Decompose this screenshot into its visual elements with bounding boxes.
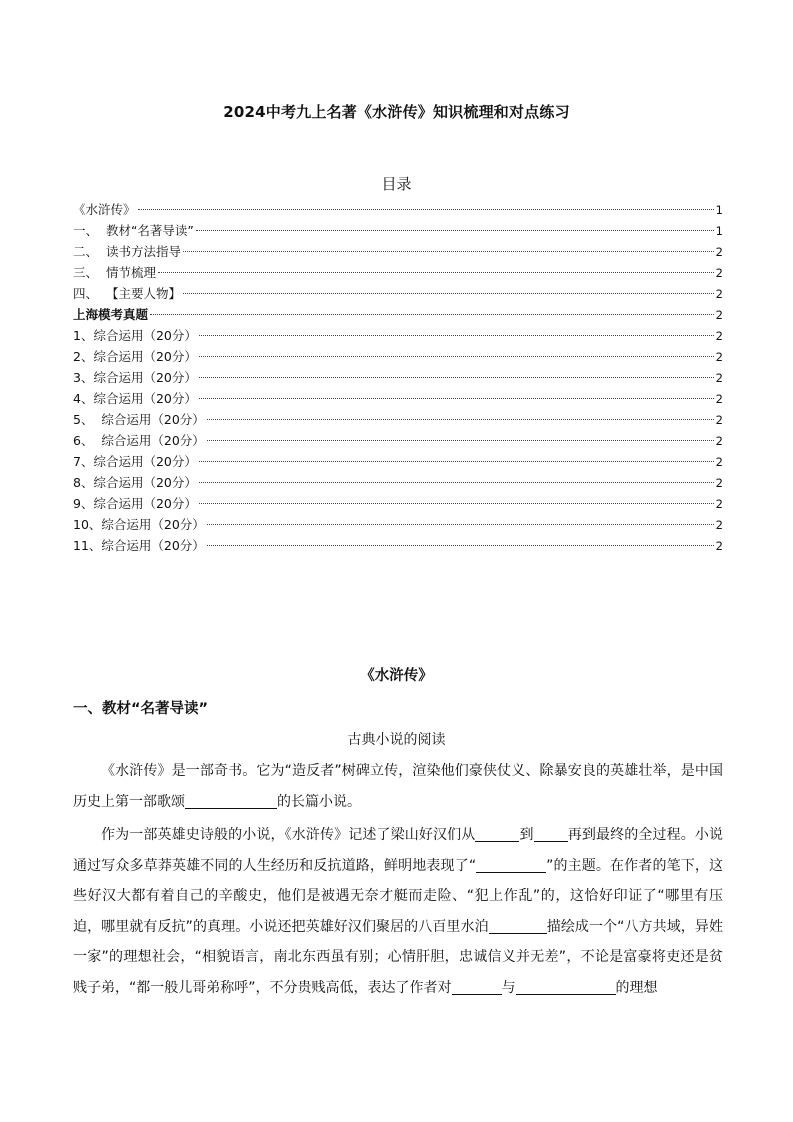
toc-entry[interactable] xyxy=(73,472,723,493)
toc-entry[interactable] xyxy=(73,493,723,514)
toc-entry-text: 三、 情节梳理 xyxy=(73,265,156,280)
dot-leader xyxy=(199,398,714,399)
toc-entry-text: 4、综合运用（20分） xyxy=(73,391,197,406)
toc-entry[interactable] xyxy=(73,262,723,283)
dot-leader xyxy=(138,209,714,210)
dot-leader xyxy=(199,377,714,378)
fill-blank[interactable] xyxy=(185,792,277,809)
toc-page-number: 1 xyxy=(715,203,723,217)
paragraph-text: ”的主题。在作者的笔下，这些好汉大都有着自己的辛酸史，他们是被遇无奈才艇而走险、“犯上作乱”的，这恰好印证了“哪里有压迫，哪里就有反抗”的真理。小说还把英雄好汉们聚居的八百里水泊 xyxy=(73,857,723,935)
section-subtitle: 古典小说的阅读 xyxy=(347,732,446,748)
toc-entry[interactable] xyxy=(73,199,723,220)
toc-page-number: 2 xyxy=(715,497,723,511)
document-title: 2024中考九上名著《水浒传》知识梳理和对点练习 xyxy=(223,103,570,121)
toc-entry[interactable] xyxy=(73,535,723,556)
toc-page-number: 2 xyxy=(715,287,723,301)
paragraph-1 xyxy=(73,756,723,817)
fill-blank[interactable] xyxy=(516,978,616,995)
toc-entry[interactable] xyxy=(73,388,723,409)
toc-page-number: 2 xyxy=(715,266,723,280)
fill-blank[interactable] xyxy=(489,917,547,934)
toc-page-number: 2 xyxy=(715,518,723,532)
toc-page-number: 2 xyxy=(715,245,723,259)
toc-entry-text: 《水浒传》 xyxy=(73,202,136,217)
toc-entry[interactable] xyxy=(73,451,723,472)
paragraph-text: 到 xyxy=(519,827,534,843)
dot-leader xyxy=(199,356,714,357)
fill-blank[interactable] xyxy=(476,856,546,873)
dot-leader xyxy=(199,461,714,462)
toc-entry[interactable] xyxy=(73,514,723,535)
toc-entry-text: 5、 综合运用（20分） xyxy=(73,412,205,427)
toc-entry-text: 2、综合运用（20分） xyxy=(73,349,197,364)
fill-blank[interactable] xyxy=(475,825,519,842)
toc-entry[interactable] xyxy=(73,283,723,304)
paragraph-text: 描绘成一个“八方共域，异姓一家”的理想社会，“相貌语言，南北东西虽有别；心情肝胆，忠诚信义并无差”，不论是富豪将吏还是贫贱子弟，“都一般儿哥弟称呼”，不分贵贱高低，表达了作者对 xyxy=(73,918,723,996)
toc-entry-text: 上海模考真题 xyxy=(73,307,149,322)
dot-leader xyxy=(150,314,714,315)
fill-blank[interactable] xyxy=(452,978,502,995)
paragraph-text: 与 xyxy=(501,979,516,996)
toc-entry[interactable] xyxy=(73,367,723,388)
toc-heading: 目录 xyxy=(381,175,412,193)
toc-entry[interactable] xyxy=(73,304,723,325)
toc-entry[interactable] xyxy=(73,241,723,262)
dot-leader xyxy=(158,272,714,273)
dot-leader xyxy=(183,251,714,252)
section-title: 《水浒传》 xyxy=(360,668,433,684)
toc-entry-text: 8、综合运用（20分） xyxy=(73,475,197,490)
paragraph-text: 再到最终的全过程。小说通过写众多草莽英雄不同的人生经历和反抗道路，鲜明地表现了“ xyxy=(73,827,723,874)
toc-entry[interactable] xyxy=(73,409,723,430)
dot-leader xyxy=(207,440,714,441)
toc-entry[interactable] xyxy=(73,220,723,241)
toc-page-number: 2 xyxy=(715,539,723,553)
toc-page-number: 2 xyxy=(715,308,723,322)
toc-entry-text: 1、综合运用（20分） xyxy=(73,328,197,343)
dot-leader xyxy=(196,230,714,231)
dot-leader xyxy=(207,524,714,525)
toc-entry-text: 四、 【主要人物】 xyxy=(73,286,181,301)
table-of-contents xyxy=(73,199,723,556)
dot-leader xyxy=(199,335,714,336)
toc-entry-text: 二、 读书方法指导 xyxy=(73,244,181,259)
dot-leader xyxy=(207,419,714,420)
toc-entry-text: 9、综合运用（20分） xyxy=(73,496,197,511)
section-heading: 一、教材“名著导读” xyxy=(73,701,209,717)
toc-entry[interactable] xyxy=(73,430,723,451)
toc-entry-text: 7、综合运用（20分） xyxy=(73,454,197,469)
paragraph-text: 《水浒传》是一部奇书。它为“造反者”树碑立传，渲染他们豪侠仗义、除暴安良的英雄壮举，是中国历史上第一部歌颂 xyxy=(73,763,723,810)
dot-leader xyxy=(199,503,714,504)
dot-leader xyxy=(207,545,714,546)
toc-page-number: 2 xyxy=(715,350,723,364)
toc-entry-text: 6、 综合运用（20分） xyxy=(73,433,205,448)
toc-entry[interactable] xyxy=(73,346,723,367)
toc-entry-text: 3、综合运用（20分） xyxy=(73,370,197,385)
fill-blank[interactable] xyxy=(534,825,568,842)
dot-leader xyxy=(199,482,714,483)
toc-entry-text: 11、综合运用（20分） xyxy=(73,538,205,553)
toc-page-number: 2 xyxy=(715,434,723,448)
toc-entry-text: 10、综合运用（20分） xyxy=(73,517,205,532)
toc-page-number: 2 xyxy=(715,392,723,406)
toc-page-number: 2 xyxy=(715,371,723,385)
toc-page-number: 2 xyxy=(715,413,723,427)
dot-leader xyxy=(183,293,714,294)
paragraph-text: 的长篇小说。 xyxy=(277,793,361,810)
toc-page-number: 2 xyxy=(715,329,723,343)
paragraph-text: 作为一部英雄史诗般的小说，《水浒传》记述了梁山好汉们从 xyxy=(101,827,476,843)
toc-page-number: 1 xyxy=(715,224,723,238)
paragraph-2 xyxy=(73,820,723,1003)
toc-entry-text: 一、 教材“名著导读” xyxy=(73,223,194,238)
toc-entry[interactable] xyxy=(73,325,723,346)
toc-page-number: 2 xyxy=(715,455,723,469)
paragraph-text: 的理想 xyxy=(615,979,658,996)
toc-page-number: 2 xyxy=(715,476,723,490)
